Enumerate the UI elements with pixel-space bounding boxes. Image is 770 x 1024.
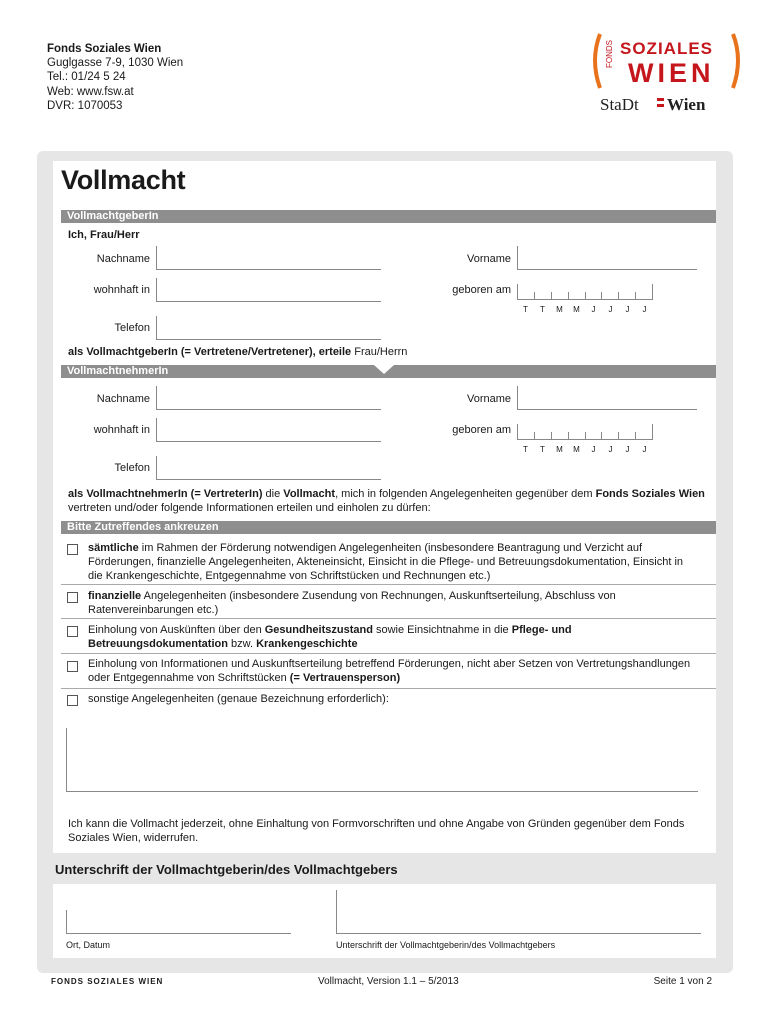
checkbox-saemtliche[interactable] bbox=[67, 544, 78, 555]
input-nachname-1[interactable] bbox=[156, 246, 381, 270]
textarea-sonstige[interactable] bbox=[66, 728, 698, 792]
org-web: Web: www.fsw.at bbox=[47, 85, 134, 98]
checkbox-finanzielle[interactable] bbox=[67, 592, 78, 603]
checkbox-vertrauensperson[interactable] bbox=[67, 661, 78, 672]
input-wohnhaft-2[interactable] bbox=[156, 418, 381, 442]
footer-page: Seite 1 von 2 bbox=[653, 976, 712, 987]
input-vorname-1[interactable] bbox=[517, 246, 697, 270]
signature-heading: Unterschrift der Vollmachtgeberin/des Vollmachtgebers bbox=[55, 862, 398, 877]
label-wohnhaft-1: wohnhaft in bbox=[93, 284, 150, 296]
footer-version: Vollmacht, Version 1.1 – 5/2013 bbox=[318, 976, 459, 987]
input-geboren-2[interactable] bbox=[517, 424, 653, 440]
input-telefon-1[interactable] bbox=[156, 316, 381, 340]
org-address: Guglgasse 7-9, 1030 Wien bbox=[47, 57, 184, 70]
bar-notch bbox=[374, 365, 394, 374]
label-telefon-1: Telefon bbox=[114, 322, 150, 334]
section2-paragraph: als VollmachtnehmerIn (= VertreterIn) die Vollmacht, mich in folgenden Angelegenheiten gegenüber dem Fonds Soziales Wien vertreten und/oder folgende Informationen erteilen und einholen zu dürfen: bbox=[68, 488, 705, 514]
date-format-2: T T M M J J J J bbox=[523, 445, 647, 454]
date-format-1: T T M M J J J J bbox=[523, 305, 647, 314]
option-saemtliche: sämtliche im Rahmen der Förderung notwendigen Angelegenheiten (insbesondere Beantragung und Verzicht auf Förderungen, finanzielle Angelegenheiten, Akteneinsicht, Einsicht in die Pflege- und Betreuungsdokumentation, Einsicht in die Krankengeschichte, Entgegennahme von Schriftstücken und Rechnungen etc.) bbox=[88, 542, 683, 582]
logo-wien: WIEN bbox=[628, 58, 715, 88]
footer-org: FONDS SOZIALES WIEN bbox=[51, 977, 164, 986]
section-bar-vollmachtgeber: VollmachtgeberIn bbox=[61, 210, 716, 223]
logo-fonds: FONDS bbox=[605, 40, 614, 68]
label-nachname-1: Nachname bbox=[96, 253, 150, 265]
option-sonstige: sonstige Angelegenheiten (genaue Bezeichnung erforderlich): bbox=[88, 693, 389, 705]
org-phone: Tel.: 01/24 5 24 bbox=[47, 71, 126, 84]
input-unterschrift[interactable] bbox=[336, 890, 701, 934]
input-telefon-2[interactable] bbox=[156, 456, 381, 480]
input-wohnhaft-1[interactable] bbox=[156, 278, 381, 302]
fsw-logo bbox=[590, 30, 740, 115]
label-geboren-2: geboren am bbox=[452, 424, 511, 436]
logo-stadt: StaDt bbox=[600, 95, 639, 114]
option-divider bbox=[61, 618, 716, 619]
option-vertrauensperson: Einholung von Informationen und Auskunftserteilung betreffend Förderungen, nicht aber Setzen von Vertretungshandlungen oder Entgegennahme von Schriftstücken (= Vertrauensperson) bbox=[88, 658, 691, 684]
option-divider bbox=[61, 688, 716, 689]
input-geboren-1[interactable] bbox=[517, 284, 653, 300]
section-bar-ankreuzen: Bitte Zutreffendes ankreuzen bbox=[61, 521, 716, 534]
form-title: Vollmacht bbox=[61, 165, 186, 195]
option-divider bbox=[61, 653, 716, 654]
input-nachname-2[interactable] bbox=[156, 386, 381, 410]
label-nachname-2: Nachname bbox=[96, 393, 150, 405]
header-address bbox=[47, 42, 183, 113]
input-vorname-2[interactable] bbox=[517, 386, 697, 410]
input-ort-datum[interactable] bbox=[66, 910, 291, 934]
option-divider bbox=[61, 584, 716, 585]
org-name: Fonds Soziales Wien bbox=[47, 43, 162, 55]
checkbox-gesundheitszustand[interactable] bbox=[67, 626, 78, 637]
section1-closing: als VollmachtgeberIn (= Vertretene/Vertretener), erteile Frau/Herrn bbox=[68, 346, 408, 358]
label-unterschrift: Unterschrift der Vollmachtgeberin/des Vollmachtgebers bbox=[336, 940, 556, 950]
intro-label: Ich, Frau/Herr bbox=[68, 229, 140, 241]
section-bar-vollmachtnehmer: VollmachtnehmerIn bbox=[61, 365, 716, 378]
checkbox-sonstige[interactable] bbox=[67, 695, 78, 706]
option-finanzielle: finanzielle Angelegenheiten (insbesondere Zusendung von Rechnungen, Auskunftserteilung, Abschluss von Ratenvereinbarungen etc.) bbox=[88, 590, 616, 616]
logo-soziales: SOZIALES bbox=[620, 39, 714, 58]
label-vorname-1: Vorname bbox=[466, 253, 511, 265]
logo-wien-stadt: Wien bbox=[667, 95, 706, 114]
label-wohnhaft-2: wohnhaft in bbox=[93, 424, 150, 436]
label-vorname-2: Vorname bbox=[466, 393, 511, 405]
revoke-note: Ich kann die Vollmacht jederzeit, ohne Einhaltung von Formvorschriften und ohne Angabe von Gründen gegenüber dem Fonds Soziales Wien, widerrufen. bbox=[68, 818, 685, 844]
label-telefon-2: Telefon bbox=[114, 462, 150, 474]
org-dvr: DVR: 1070053 bbox=[47, 99, 123, 112]
label-geboren-1: geboren am bbox=[452, 284, 511, 296]
option-gesundheitszustand: Einholung von Auskünften über den Gesundheitszustand sowie Einsichtnahme in die Pflege- und Betreuungsdokumentation bzw. Krankengeschichte bbox=[88, 624, 572, 650]
label-ort-datum: Ort, Datum bbox=[66, 940, 111, 950]
